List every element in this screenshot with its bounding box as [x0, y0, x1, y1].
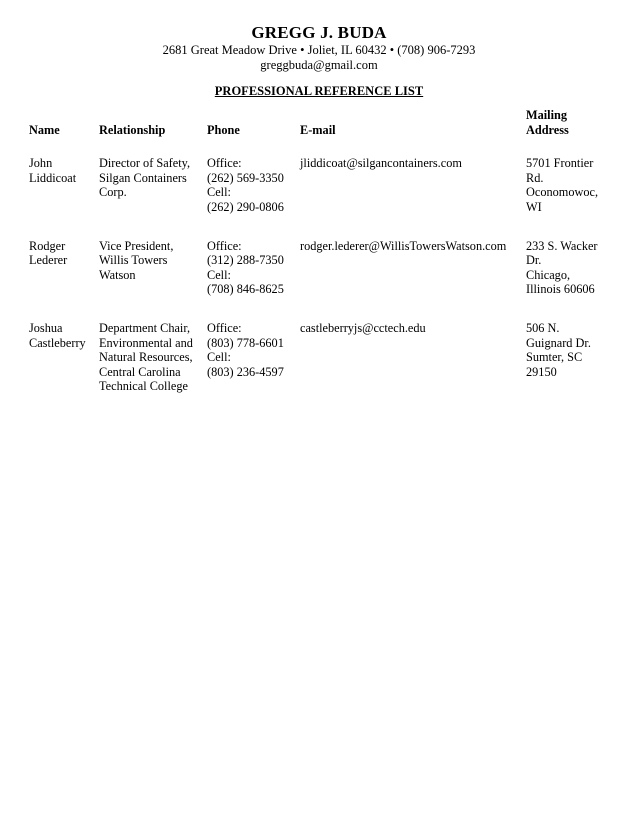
reference-relationship — [95, 239, 203, 321]
name-line: Rodger — [29, 238, 66, 253]
relationship-line: Silgan Containers — [99, 170, 187, 185]
relationship-line: Technical College — [99, 379, 188, 394]
address-line: WI — [526, 199, 542, 214]
relationship-line: Department Chair, — [99, 320, 191, 335]
phone-line: (708) 846-8625 — [207, 282, 284, 297]
relationship-line: Environmental and — [99, 335, 193, 350]
address-line: Dr. — [526, 253, 542, 268]
reference-email: jliddicoat@silgancontainers.com — [300, 156, 462, 171]
phone-line: Office: — [207, 156, 242, 171]
phone-line: (803) 236-4597 — [207, 364, 284, 379]
address-line: Rd. — [526, 170, 544, 185]
applicant-name: GREGG J. BUDA — [251, 23, 387, 42]
phone-line: Office: — [207, 320, 242, 335]
header-mailing-address-line: Mailing — [526, 108, 567, 122]
reference-relationship — [95, 156, 203, 238]
reference-name — [25, 321, 95, 418]
header-phone: Phone — [207, 122, 240, 137]
name-line: Liddicoat — [29, 170, 77, 185]
table-row — [25, 321, 610, 418]
address-line: 5701 Frontier — [526, 156, 594, 171]
reference-address — [522, 239, 610, 321]
address-line: Chicago, — [526, 267, 571, 282]
reference-address — [522, 321, 610, 418]
table-row — [25, 156, 610, 238]
address-line: Sumter, SC — [526, 350, 583, 365]
address-line: Guignard Dr. — [526, 335, 591, 350]
name-line: Castleberry — [29, 335, 86, 350]
table-header-row — [25, 108, 610, 156]
reference-table — [25, 108, 610, 418]
phone-line: Cell: — [207, 350, 231, 365]
relationship-line: Corp. — [99, 185, 127, 200]
reference-relationship — [95, 321, 203, 418]
relationship-line: Watson — [99, 267, 136, 282]
phone-line: Cell: — [207, 185, 231, 200]
phone-line: (262) 290-0806 — [207, 199, 284, 214]
reference-phone — [203, 156, 296, 238]
phone-line: Office: — [207, 238, 242, 253]
phone-line: Cell: — [207, 267, 231, 282]
reference-address — [522, 156, 610, 238]
applicant-email: greggbuda@gmail.com — [260, 58, 378, 72]
address-line: 233 S. Wacker — [526, 238, 598, 253]
phone-line: (803) 778-6601 — [207, 335, 284, 350]
reference-email: castleberryjs@cctech.edu — [300, 320, 426, 335]
name-line: John — [29, 156, 53, 171]
table-row — [25, 239, 610, 321]
reference-name — [25, 239, 95, 321]
reference-name — [25, 156, 95, 238]
address-line: 506 N. — [526, 320, 560, 335]
reference-email: rodger.lederer@WillisTowersWatson.com — [300, 238, 507, 253]
relationship-line: Natural Resources, — [99, 350, 193, 365]
reference-phone — [203, 321, 296, 418]
relationship-line: Central Carolina — [99, 364, 181, 379]
applicant-address-phone: 2681 Great Meadow Drive • Joliet, IL 60432 • (708) 906-7293 — [162, 43, 476, 57]
relationship-line: Willis Towers — [99, 253, 168, 268]
phone-line: (312) 288-7350 — [207, 253, 284, 268]
header-relationship: Relationship — [99, 122, 166, 137]
relationship-line: Vice President, — [99, 238, 174, 253]
document-title: PROFESSIONAL REFERENCE LIST — [214, 84, 424, 98]
header-email: E-mail — [300, 122, 336, 137]
address-line: Illinois 60606 — [526, 282, 595, 297]
name-line: Joshua — [29, 320, 63, 335]
header-name: Name — [29, 122, 60, 137]
header-mailing-address-line: Address — [526, 122, 569, 137]
name-line: Lederer — [29, 253, 68, 268]
address-line: Oconomowoc, — [526, 185, 599, 200]
letterhead — [0, 22, 638, 73]
relationship-line: Director of Safety, — [99, 156, 191, 171]
reference-phone — [203, 239, 296, 321]
address-line: 29150 — [526, 364, 557, 379]
phone-line: (262) 569-3350 — [207, 170, 284, 185]
header-mailing-address — [522, 108, 610, 156]
